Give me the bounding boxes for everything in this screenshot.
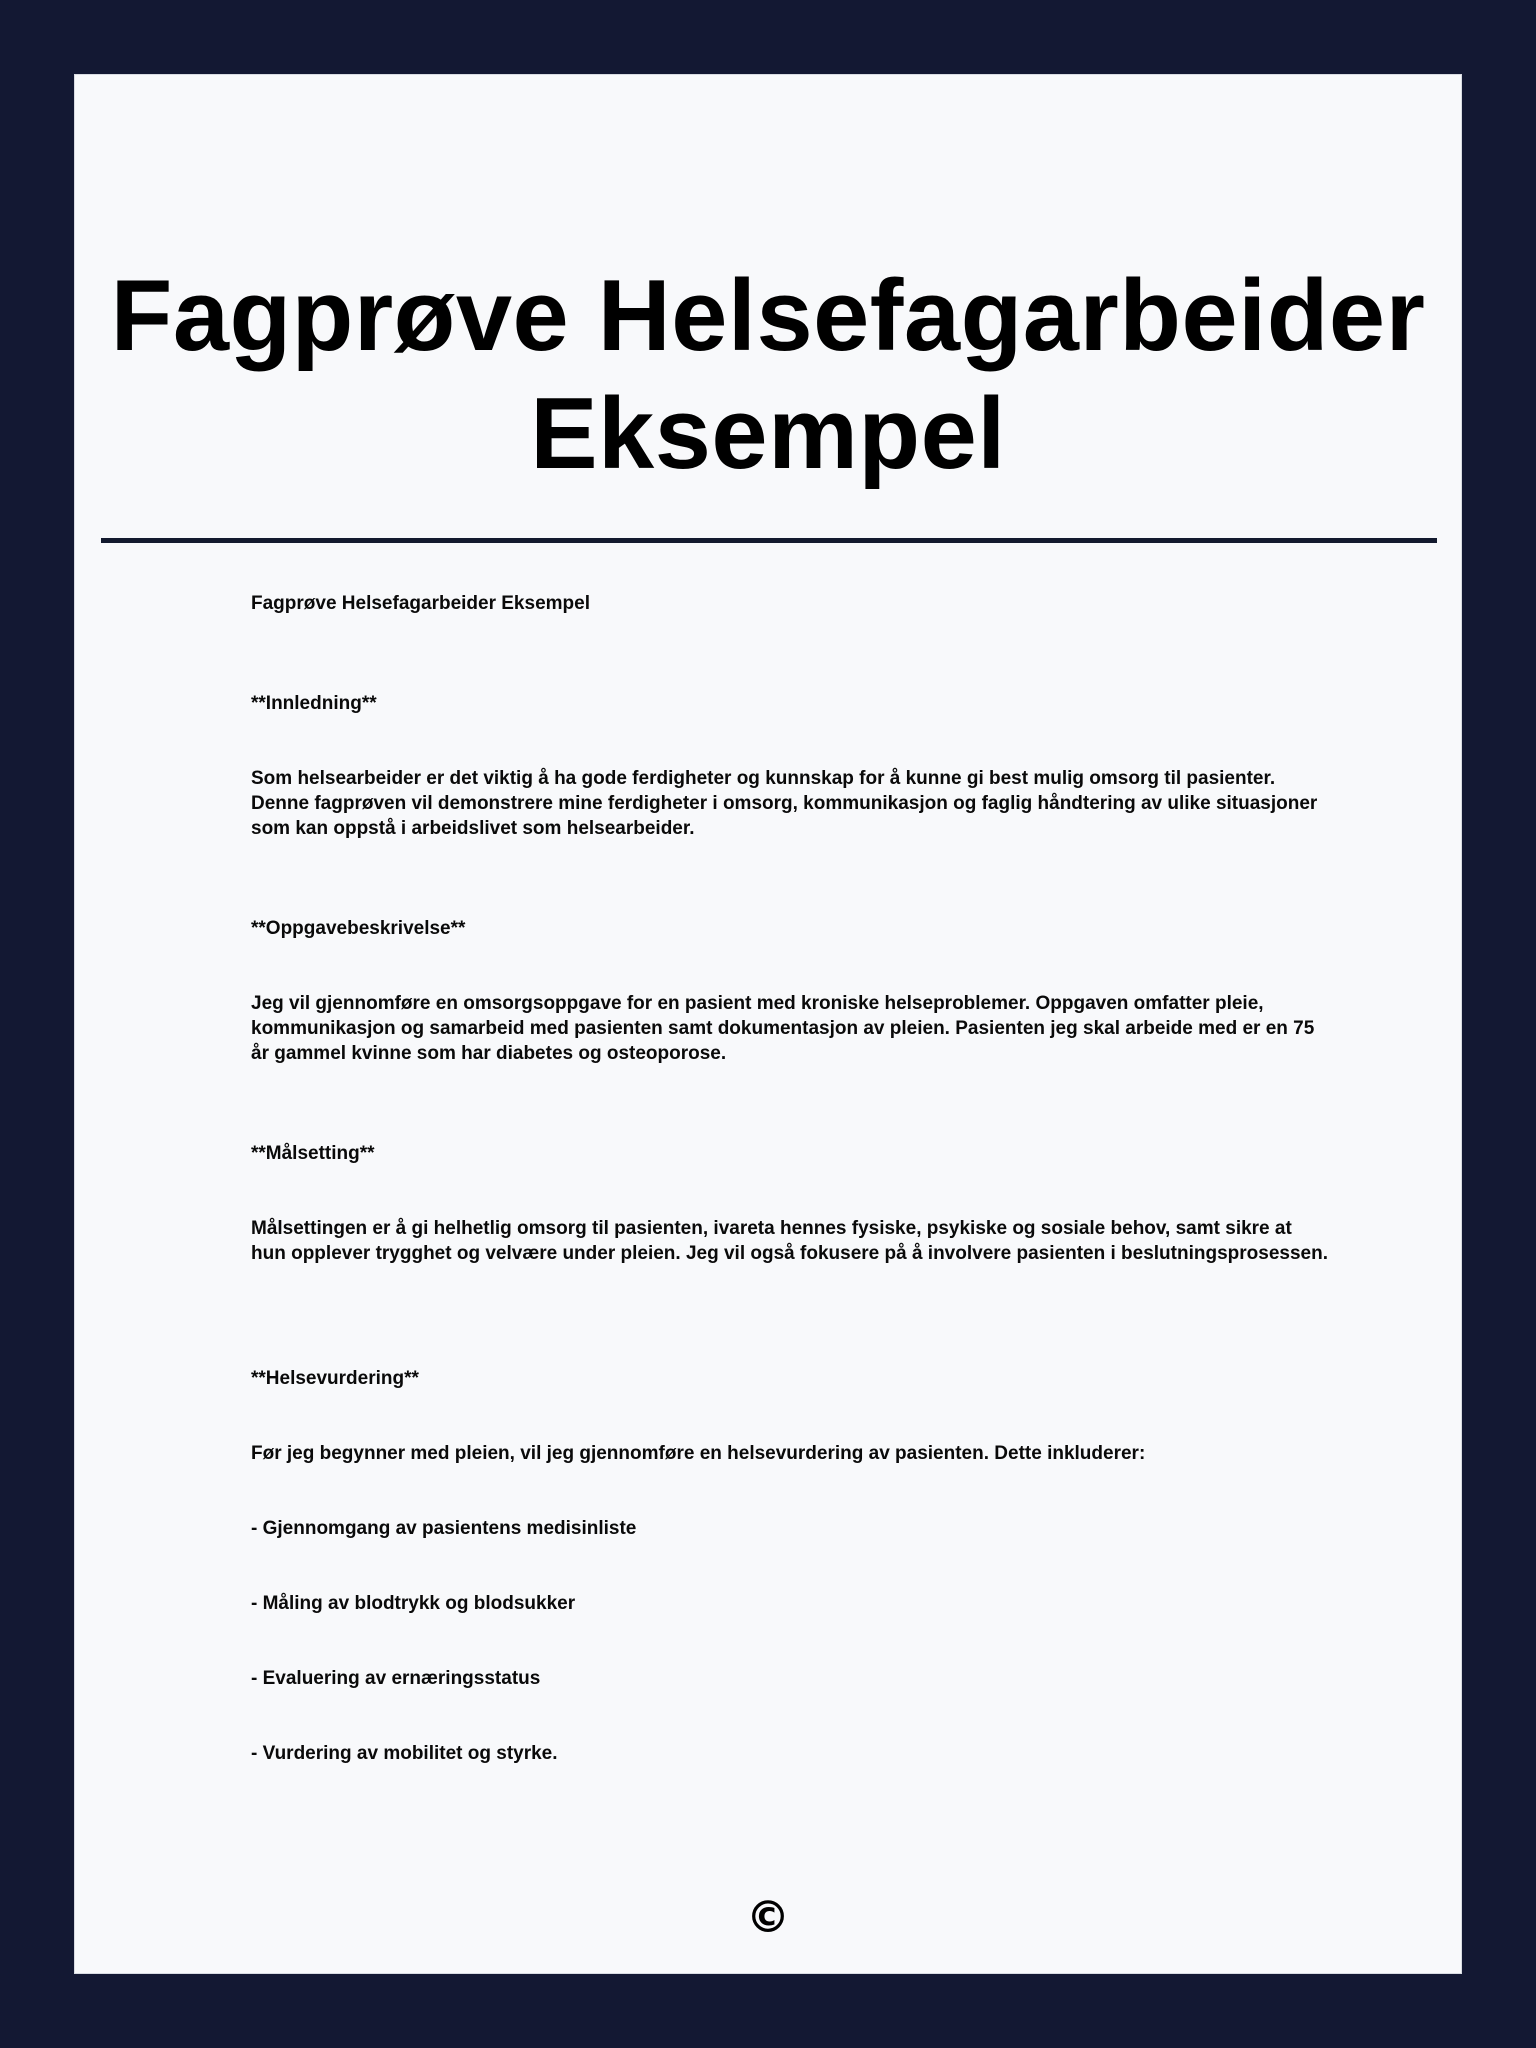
document-page [74,74,1462,1974]
list-item: - Vurdering av mobilitet og styrke. [251,1743,558,1764]
page-title: Fagprøve Helsefagarbeider Eksempel [110,260,1426,490]
title-divider [101,538,1437,543]
section-heading-oppgavebeskrivelse: **Oppgavebeskrivelse** [251,918,466,939]
paragraph-malsetting: Målsettingen er å gi helhetlig omsorg til pasienten, ivareta hennes fysiske, psykiske og sosiale behov, samt sikre at hun opplever trygghet og velvære under pleien. Jeg vil også fokusere på å involvere pasienten i beslutningsprosessen. [251,1218,1328,1264]
section-heading-innledning: **Innledning** [251,693,377,714]
paragraph-innledning: Som helsearbeider er det viktig å ha gode ferdigheter og kunnskap for å kunne gi best mulig omsorg til pasienter. Denne fagprøven vil demonstrere mine ferdigheter i omsorg, kommunikasjon og faglig håndtering av ulike situasjoner som kan oppstå i arbeidslivet som helsearbeider. [251,768,1318,839]
copyright-icon: © [746,1892,790,1943]
section-heading-malsetting: **Målsetting** [251,1143,375,1164]
list-item: - Evaluering av ernæringsstatus [251,1668,541,1689]
body-heading: Fagprøve Helsefagarbeider Eksempel [251,593,590,614]
list-item: - Måling av blodtrykk og blodsukker [251,1593,576,1614]
paragraph-oppgavebeskrivelse: Jeg vil gjennomføre en omsorgsoppgave for en pasient med kroniske helseproblemer. Oppgaven omfatter pleie, kommunikasjon og samarbeid med pasienten samt dokumentasjon av pleien. Pasienten jeg skal arbeide med er en 75 år gammel kvinne som har diabetes og osteoporose. [251,993,1315,1064]
list-item: - Gjennomgang av pasientens medisinliste [251,1518,637,1539]
paragraph-helsevurdering: Før jeg begynner med pleien, vil jeg gjennomføre en helsevurdering av pasienten. Dette inkluderer: [251,1443,1146,1464]
section-heading-helsevurdering: **Helsevurdering** [251,1368,419,1389]
